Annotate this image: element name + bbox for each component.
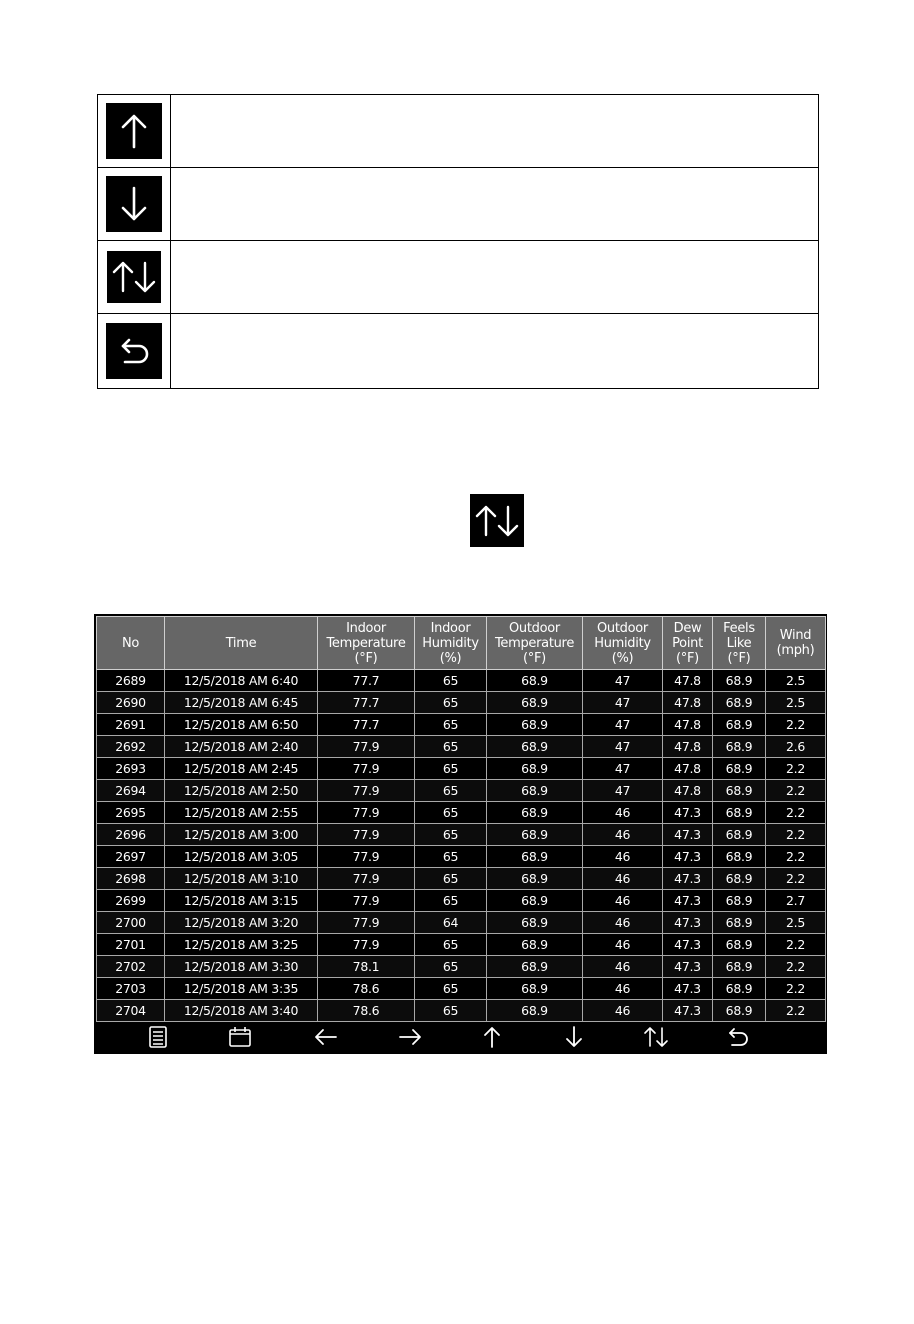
table-cell: 77.9 [318, 824, 415, 846]
table-cell: 2.2 [766, 714, 826, 736]
table-cell: 65 [415, 802, 487, 824]
table-row[interactable] [97, 890, 826, 912]
arrow-left-icon[interactable] [306, 1020, 346, 1054]
table-cell: 68.9 [713, 758, 766, 780]
arrow-up-down-icon [107, 251, 161, 303]
table-cell: 68.9 [487, 714, 583, 736]
table-cell: 64 [415, 912, 487, 934]
table-cell: 65 [415, 868, 487, 890]
table-cell: 77.9 [318, 758, 415, 780]
table-cell: 2.2 [766, 868, 826, 890]
arrow-up-down-icon [470, 494, 524, 547]
table-cell: 46 [583, 802, 663, 824]
legend-row [98, 168, 819, 241]
table-cell: 68.9 [487, 758, 583, 780]
table-cell: 47.8 [663, 692, 713, 714]
table-cell: 65 [415, 780, 487, 802]
table-cell: 77.9 [318, 802, 415, 824]
table-cell: 77.7 [318, 692, 415, 714]
table-cell: 12/5/2018 AM 3:40 [165, 1000, 318, 1022]
column-header: Feels Like (°F) [713, 617, 766, 670]
table-cell: 68.9 [487, 912, 583, 934]
table-cell: 12/5/2018 AM 3:30 [165, 956, 318, 978]
table-cell: 68.9 [487, 868, 583, 890]
table-cell: 77.9 [318, 912, 415, 934]
table-row[interactable] [97, 692, 826, 714]
table-cell: 12/5/2018 AM 3:05 [165, 846, 318, 868]
table-cell: 47.8 [663, 714, 713, 736]
table-cell: 47.8 [663, 780, 713, 802]
table-cell: 68.9 [713, 692, 766, 714]
table-cell: 47.3 [663, 934, 713, 956]
column-header: Indoor Humidity (%) [415, 617, 487, 670]
table-cell: 68.9 [713, 802, 766, 824]
table-cell: 2703 [97, 978, 165, 1000]
table-cell: 46 [583, 956, 663, 978]
table-cell: 78.6 [318, 978, 415, 1000]
arrow-up-icon [106, 103, 162, 159]
table-cell: 68.9 [713, 934, 766, 956]
table-cell: 68.9 [487, 934, 583, 956]
legend-row [98, 241, 819, 314]
table-cell: 68.9 [713, 868, 766, 890]
table-cell: 46 [583, 978, 663, 1000]
table-row[interactable] [97, 1000, 826, 1022]
table-cell: 68.9 [487, 670, 583, 692]
table-cell: 12/5/2018 AM 2:45 [165, 758, 318, 780]
table-row[interactable] [97, 824, 826, 846]
table-cell: 78.6 [318, 1000, 415, 1022]
table-cell: 2.2 [766, 846, 826, 868]
table-cell: 2694 [97, 780, 165, 802]
legend-row [98, 95, 819, 168]
calendar-icon[interactable] [220, 1020, 260, 1054]
table-cell: 2699 [97, 890, 165, 912]
table-cell: 47 [583, 758, 663, 780]
arrow-up-down-icon[interactable] [636, 1020, 676, 1054]
table-cell: 47.3 [663, 824, 713, 846]
column-header: Outdoor Humidity (%) [583, 617, 663, 670]
table-cell: 2701 [97, 934, 165, 956]
table-cell: 2690 [97, 692, 165, 714]
table-cell: 2697 [97, 846, 165, 868]
table-cell: 2693 [97, 758, 165, 780]
legend-description [171, 95, 819, 168]
table-cell: 12/5/2018 AM 3:00 [165, 824, 318, 846]
table-cell: 65 [415, 824, 487, 846]
table-cell: 12/5/2018 AM 3:10 [165, 868, 318, 890]
table-cell: 77.9 [318, 846, 415, 868]
table-cell: 12/5/2018 AM 3:20 [165, 912, 318, 934]
table-cell: 12/5/2018 AM 3:15 [165, 890, 318, 912]
table-cell: 2.2 [766, 934, 826, 956]
table-cell: 2.2 [766, 758, 826, 780]
table-cell: 46 [583, 934, 663, 956]
table-cell: 2.2 [766, 824, 826, 846]
table-cell: 47 [583, 692, 663, 714]
table-row[interactable] [97, 956, 826, 978]
legend-icon-cell [98, 241, 171, 314]
table-cell: 77.7 [318, 714, 415, 736]
table-cell: 68.9 [487, 978, 583, 1000]
table-cell: 2.2 [766, 802, 826, 824]
table-cell: 2692 [97, 736, 165, 758]
table-cell: 12/5/2018 AM 2:40 [165, 736, 318, 758]
table-cell: 68.9 [713, 978, 766, 1000]
table-row[interactable] [97, 670, 826, 692]
table-cell: 68.9 [713, 890, 766, 912]
table-cell: 47 [583, 780, 663, 802]
table-cell: 2700 [97, 912, 165, 934]
table-cell: 65 [415, 846, 487, 868]
table-cell: 47.3 [663, 868, 713, 890]
history-data-table [96, 616, 826, 1022]
table-cell: 2.5 [766, 692, 826, 714]
table-cell: 68.9 [713, 714, 766, 736]
table-cell: 65 [415, 692, 487, 714]
table-cell: 68.9 [713, 824, 766, 846]
table-cell: 78.1 [318, 956, 415, 978]
table-cell: 2.2 [766, 780, 826, 802]
table-cell: 68.9 [713, 912, 766, 934]
table-cell: 2702 [97, 956, 165, 978]
table-cell: 2689 [97, 670, 165, 692]
screen-toolbar [94, 1020, 827, 1054]
table-cell: 65 [415, 956, 487, 978]
table-cell: 2.6 [766, 736, 826, 758]
table-cell: 2.2 [766, 956, 826, 978]
column-header: Dew Point (°F) [663, 617, 713, 670]
column-header: Wind (mph) [766, 617, 826, 670]
table-cell: 68.9 [487, 846, 583, 868]
table-cell: 2691 [97, 714, 165, 736]
table-cell: 46 [583, 846, 663, 868]
table-cell: 12/5/2018 AM 6:40 [165, 670, 318, 692]
arrow-down-icon[interactable] [554, 1020, 594, 1054]
table-row[interactable] [97, 802, 826, 824]
table-cell: 68.9 [713, 736, 766, 758]
table-cell: 47 [583, 670, 663, 692]
table-cell: 77.7 [318, 670, 415, 692]
table-cell: 65 [415, 978, 487, 1000]
table-cell: 65 [415, 736, 487, 758]
table-cell: 77.9 [318, 890, 415, 912]
icon-legend-table [97, 94, 819, 389]
table-cell: 12/5/2018 AM 3:25 [165, 934, 318, 956]
table-cell: 77.9 [318, 736, 415, 758]
table-cell: 68.9 [713, 846, 766, 868]
history-data-screen [94, 614, 827, 1054]
table-cell: 47.3 [663, 890, 713, 912]
table-cell: 12/5/2018 AM 6:45 [165, 692, 318, 714]
return-icon [106, 323, 162, 379]
legend-description [171, 314, 819, 389]
table-cell: 47.3 [663, 912, 713, 934]
table-row[interactable] [97, 868, 826, 890]
arrow-down-icon [106, 176, 162, 232]
table-row[interactable] [97, 846, 826, 868]
table-cell: 2695 [97, 802, 165, 824]
table-cell: 2704 [97, 1000, 165, 1022]
arrow-up-icon[interactable] [472, 1020, 512, 1054]
table-cell: 2.5 [766, 670, 826, 692]
table-cell: 2.7 [766, 890, 826, 912]
table-cell: 68.9 [487, 736, 583, 758]
legend-row [98, 314, 819, 389]
table-cell: 12/5/2018 AM 2:55 [165, 802, 318, 824]
table-cell: 68.9 [487, 824, 583, 846]
table-cell: 47 [583, 736, 663, 758]
table-cell: 77.9 [318, 868, 415, 890]
table-cell: 77.9 [318, 780, 415, 802]
table-cell: 47.3 [663, 846, 713, 868]
table-row[interactable] [97, 978, 826, 1000]
column-header: No [97, 617, 165, 670]
table-cell: 68.9 [713, 956, 766, 978]
arrow-right-icon[interactable] [390, 1020, 430, 1054]
table-cell: 12/5/2018 AM 6:50 [165, 714, 318, 736]
table-cell: 46 [583, 824, 663, 846]
legend-icon-cell [98, 314, 171, 389]
table-cell: 2698 [97, 868, 165, 890]
table-cell: 68.9 [487, 1000, 583, 1022]
table-cell: 46 [583, 1000, 663, 1022]
table-cell: 47.8 [663, 758, 713, 780]
table-row[interactable] [97, 780, 826, 802]
legend-description [171, 241, 819, 314]
table-cell: 47.3 [663, 978, 713, 1000]
table-row[interactable] [97, 758, 826, 780]
table-cell: 47 [583, 714, 663, 736]
table-cell: 68.9 [487, 802, 583, 824]
table-row[interactable] [97, 934, 826, 956]
table-cell: 65 [415, 890, 487, 912]
table-cell: 2.5 [766, 912, 826, 934]
return-icon[interactable] [718, 1020, 758, 1054]
legend-description [171, 168, 819, 241]
table-row[interactable] [97, 912, 826, 934]
table-cell: 65 [415, 934, 487, 956]
table-cell: 68.9 [487, 692, 583, 714]
table-cell: 47.3 [663, 802, 713, 824]
table-cell: 47.3 [663, 1000, 713, 1022]
table-row[interactable] [97, 736, 826, 758]
table-cell: 2.2 [766, 978, 826, 1000]
table-cell: 68.9 [487, 780, 583, 802]
table-cell: 46 [583, 912, 663, 934]
table-cell: 12/5/2018 AM 2:50 [165, 780, 318, 802]
table-cell: 65 [415, 1000, 487, 1022]
table-cell: 68.9 [487, 890, 583, 912]
table-cell: 12/5/2018 AM 3:35 [165, 978, 318, 1000]
table-cell: 65 [415, 714, 487, 736]
table-cell: 68.9 [713, 1000, 766, 1022]
table-cell: 47.3 [663, 956, 713, 978]
legend-icon-cell [98, 95, 171, 168]
table-cell: 68.9 [713, 670, 766, 692]
table-cell: 46 [583, 890, 663, 912]
table-cell: 2.2 [766, 1000, 826, 1022]
column-header: Outdoor Temperature (°F) [487, 617, 583, 670]
table-cell: 68.9 [487, 956, 583, 978]
table-row[interactable] [97, 714, 826, 736]
table-cell: 47.8 [663, 736, 713, 758]
legend-icon-cell [98, 168, 171, 241]
table-cell: 77.9 [318, 934, 415, 956]
table-cell: 68.9 [713, 780, 766, 802]
table-cell: 2696 [97, 824, 165, 846]
table-cell: 65 [415, 758, 487, 780]
table-cell: 47.8 [663, 670, 713, 692]
column-header: Indoor Temperature (°F) [318, 617, 415, 670]
list-icon[interactable] [138, 1020, 178, 1054]
table-cell: 65 [415, 670, 487, 692]
column-header: Time [165, 617, 318, 670]
table-cell: 46 [583, 868, 663, 890]
